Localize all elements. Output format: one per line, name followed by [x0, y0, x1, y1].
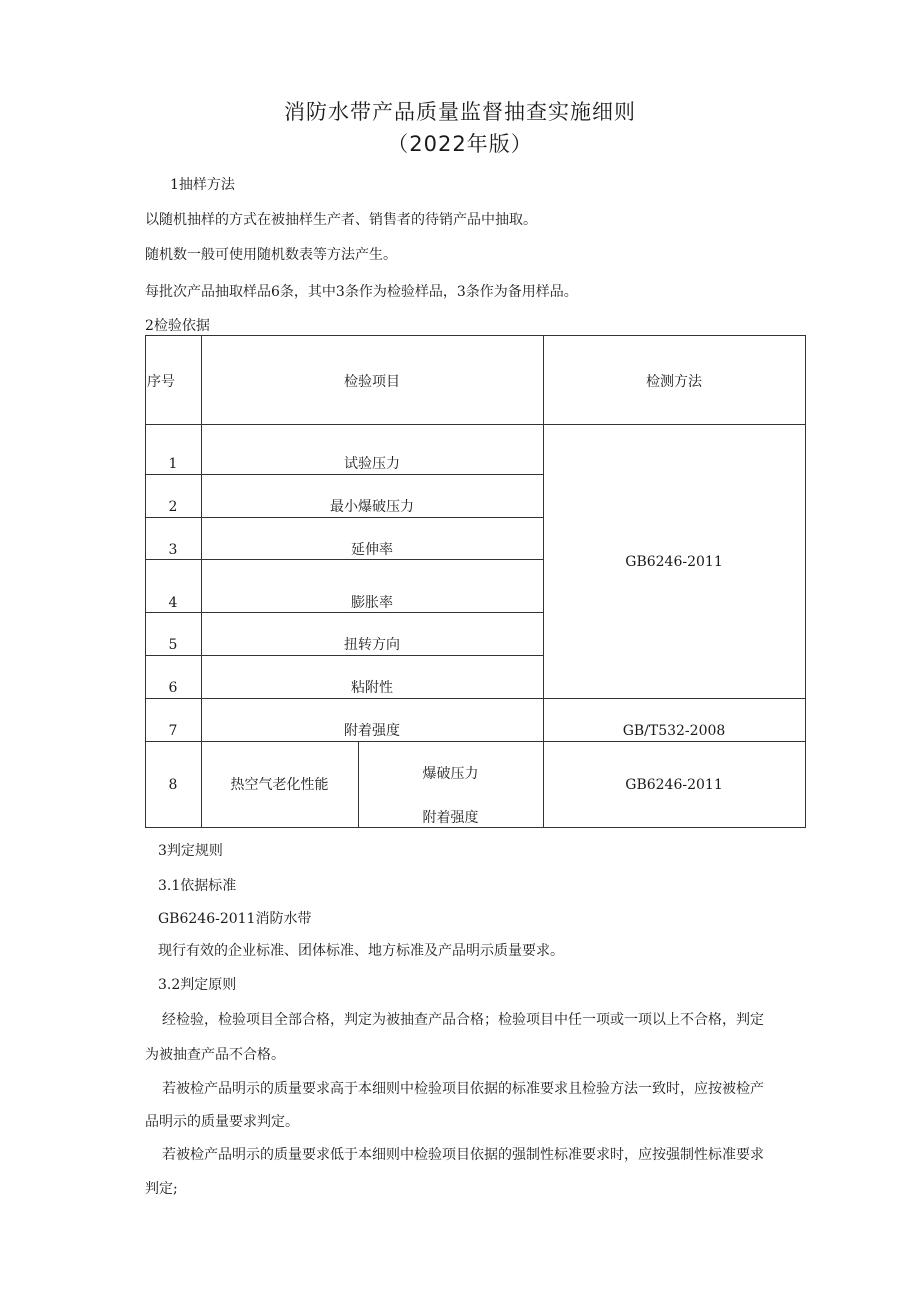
row-number: 3 [168, 542, 178, 558]
subsection-3-2-heading: 3.2判定原则 [158, 977, 237, 993]
rule-paragraph: 品明示的质量要求判定。 [145, 1114, 299, 1130]
row-item: 热空气老化性能 [230, 777, 329, 793]
row-number: 8 [168, 777, 178, 793]
rule-paragraph: 若被检产品明示的质量要求高于本细则中检验项目依据的标准要求且检验方法一致时，应按被检产 [162, 1081, 764, 1097]
subsection-3-1-heading: 3.1依据标准 [158, 878, 237, 894]
rule-paragraph: 为被抽查产品不合格。 [145, 1047, 285, 1063]
standard-note: 现行有效的企业标准、团体标准、地方标准及产品明示质量要求。 [158, 943, 564, 959]
document-title: 消防水带产品质量监督抽查实施细则 [284, 100, 636, 124]
section-1-paragraph: 每批次产品抽取样品6条，其中3条作为检验样品，3条作为备用样品。 [145, 284, 578, 300]
row-item: 扭转方向 [344, 637, 400, 653]
row-subitem: 爆破压力 [422, 766, 479, 782]
section-1-heading: 1抽样方法 [170, 177, 235, 193]
header-method: 检测方法 [646, 374, 702, 390]
row-number: 7 [168, 723, 178, 739]
row-item: 最小爆破压力 [330, 499, 414, 515]
section-2-heading: 2检验依据 [145, 318, 210, 334]
document-subtitle: （2022年版） [387, 132, 533, 156]
row-item: 附着强度 [344, 723, 400, 739]
section-3-heading: 3判定规则 [158, 843, 223, 859]
rule-paragraph: 经检验，检验项目全部合格，判定为被抽查产品合格；检验项目中任一项或一项以上不合格，判定 [162, 1012, 764, 1028]
row-number: 2 [168, 499, 178, 515]
header-item: 检验项目 [344, 374, 400, 390]
standard-reference: GB6246-2011消防水带 [158, 911, 312, 927]
row-method: GB6246-2011 [625, 777, 723, 793]
row-number: 1 [168, 456, 178, 472]
row-number: 6 [168, 680, 178, 696]
row-number: 4 [168, 595, 178, 611]
rule-paragraph: 判定; [145, 1181, 178, 1197]
row-number: 5 [168, 637, 178, 653]
row-item: 粘附性 [351, 680, 393, 696]
rule-paragraph: 若被检产品明示的质量要求低于本细则中检验项目依据的强制性标准要求时，应按强制性标准要求 [162, 1147, 764, 1163]
section-1-paragraph: 以随机抽样的方式在被抽样生产者、销售者的待销产品中抽取。 [145, 212, 537, 228]
section-1-paragraph: 随机数一般可使用随机数表等方法产生。 [145, 247, 397, 263]
merged-method-cell: GB6246-2011 [625, 554, 723, 570]
row-method: GB/T532-2008 [622, 723, 726, 739]
row-subitem: 附着强度 [422, 810, 479, 826]
row-item: 膨胀率 [351, 595, 393, 611]
header-number: 序号 [147, 374, 175, 390]
row-item: 延伸率 [351, 542, 393, 558]
row-item: 试验压力 [344, 456, 400, 472]
